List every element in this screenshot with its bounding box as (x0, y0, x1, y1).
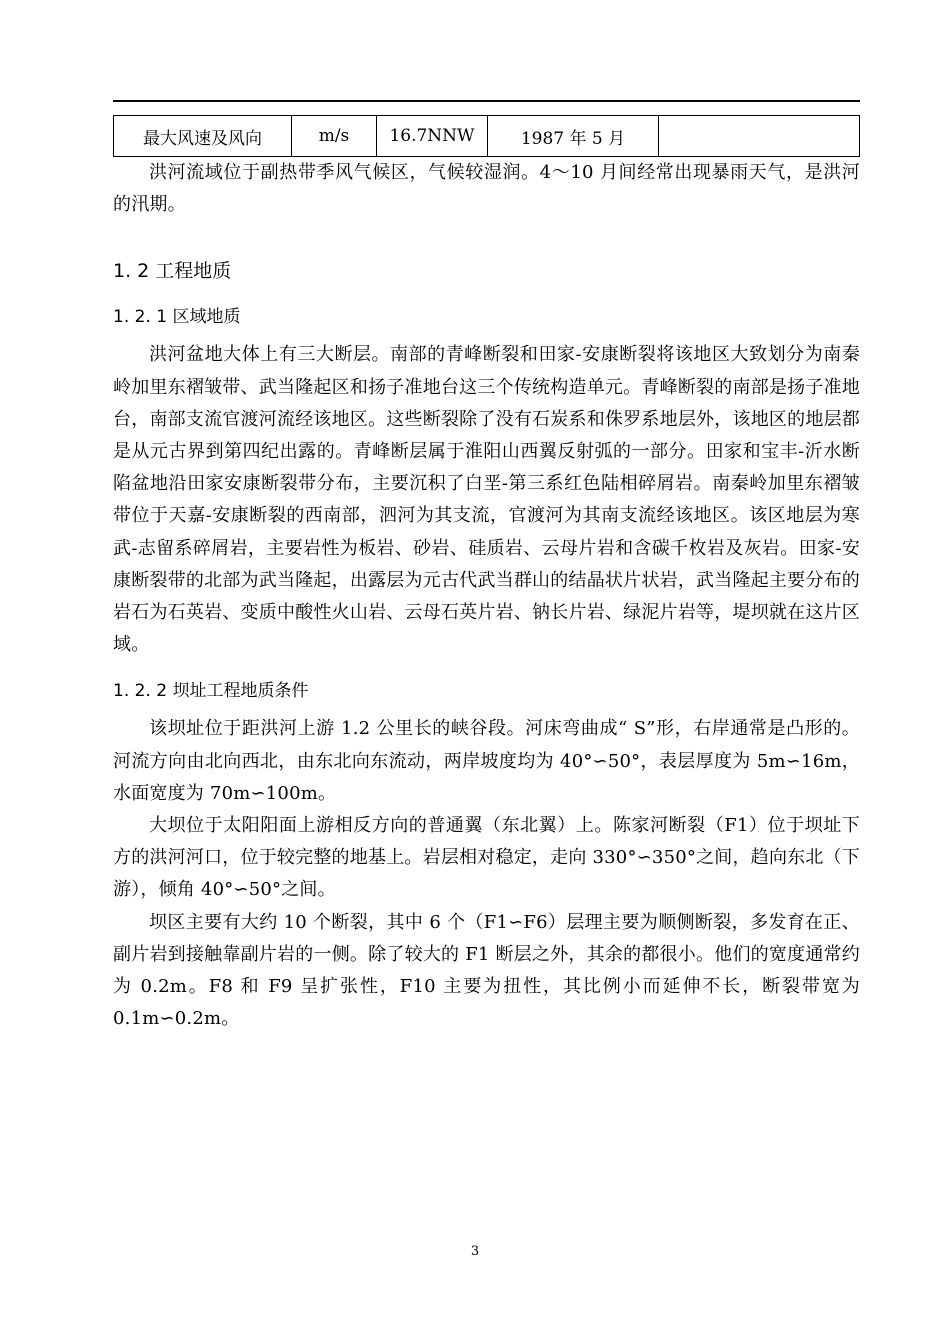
table-cell-item: 最大风速及风向 (114, 116, 292, 157)
dam-site-paragraph: 坝区主要有大约 10 个断裂，其中 6 个（F1∽F6）层理主要为顺侧断裂，多发育在正、副片岩到接触靠副片岩的一侧。除了较大的 F1 断层之外，其余的都很小。他们的宽度通常约为 0.2m。F8 和 F9 呈扩张性，F10 主要为扭性，其比例小而延伸不长，断裂带宽为 0.1m∽0.2m。 (113, 911, 860, 1030)
document-body (113, 157, 860, 1035)
header-rule (113, 100, 860, 102)
regional-geology-paragraph: 洪河盆地大体上有三大断层。南部的青峰断裂和田家-安康断裂将该地区大致划分为南秦岭加里东褶皱带、武当隆起区和扬子准地台这三个传统构造单元。青峰断裂的南部是扬子准地台，南部支流官渡河流经该地区。这些断裂除了没有石炭系和侏罗系地层外，该地区的地层都是从元古界到第四纪出露的。青峰断层属于淮阳山西翼反射弧的一部分。田家和宝丰-沂水断陷盆地沿田家安康断裂带分布，主要沉积了白垩-第三系红色陆相碎屑岩。南秦岭加里东褶皱带位于天嘉-安康断裂的西南部，泗河为其支流，官渡河为其南支流经该地区。该区地层为寒武-志留系碎屑岩，主要岩性为板岩、砂岩、硅质岩、云母片岩和含碳千枚岩及灰岩。田家-安康断裂带的北部为武当隆起，出露层为元古代武当群山的结晶状片状岩，武当隆起主要分布的岩石为石英岩、变质中酸性火山岩、云母石英片岩、钠长片岩、绿泥片岩等，堤坝就在这片区域。 (113, 344, 860, 656)
subsection-heading-dam-site-geology: 1. 2. 2 坝址工程地质条件 (113, 681, 309, 702)
table-cell-unit: m/s (292, 116, 377, 157)
table-cell-date: 1987 年 5 月 (488, 116, 659, 157)
section-heading-engineering-geology: 1. 2 工程地质 (113, 260, 232, 283)
dam-site-paragraph: 大坝位于太阳阳面上游相反方向的普通翼（东北翼）上。陈家河断裂（F1）位于坝址下方的洪河河口，位于较完整的地基上。岩层相对稳定，走向 330°∽350°之间，趋向东北（下游），倾角 40°∽50°之间。 (113, 815, 860, 901)
table-cell-note (659, 116, 860, 157)
intro-paragraph: 洪河流域位于副热带季风气候区，气候较湿润。4～10 月间经常出现暴雨天气，是洪河的汛期。 (113, 162, 860, 216)
table-cell-value: 16.7NNW (377, 116, 488, 157)
wind-data-table (113, 115, 860, 157)
subsection-heading-regional-geology: 1. 2. 1 区域地质 (113, 307, 241, 328)
dam-site-paragraph: 该坝址位于距洪河上游 1.2 公里长的峡谷段。河床弯曲成“ S”形，右岸通常是凸形的。河流方向由北向西北，由东北向东流动，两岸坡度均为 40°∽50°，表层厚度为 5m∽16m，水面宽度为 70m∽100m。 (113, 718, 860, 804)
page-number: 3 (470, 1244, 480, 1259)
table-row (114, 116, 860, 157)
